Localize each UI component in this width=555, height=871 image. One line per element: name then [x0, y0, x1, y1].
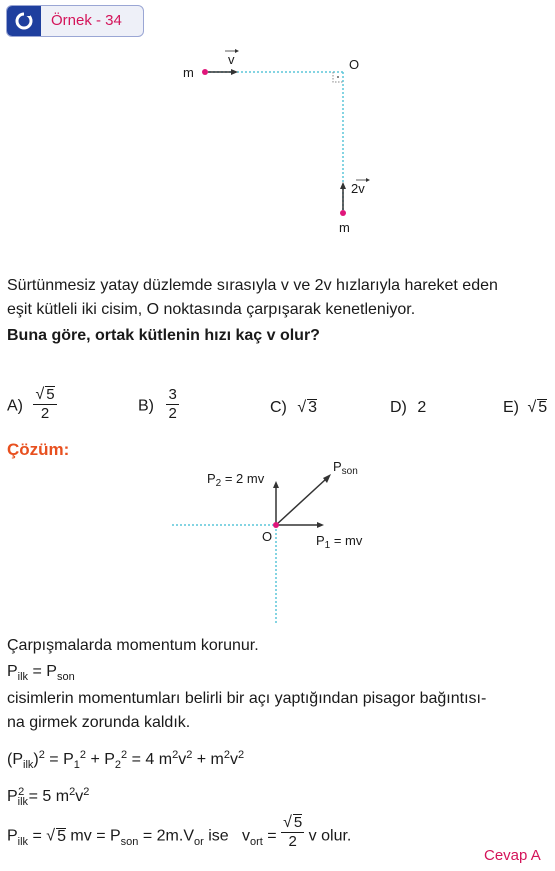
- answer-label: Cevap A: [484, 847, 541, 864]
- origin-dot: [273, 522, 279, 528]
- option-d[interactable]: D) 2: [390, 399, 427, 416]
- option-b-fraction: $\frac{3}{2}$: [168, 386, 177, 422]
- pson-label: $P_{son}$: [333, 459, 358, 477]
- example-header-tab: [6, 5, 144, 37]
- origin-label: O: [262, 529, 273, 544]
- left-mass-dot: [202, 69, 208, 75]
- bottom-mass-label: m: [339, 220, 350, 235]
- example-badge: [7, 6, 41, 36]
- equation-p-squared: $P_{ilk}^2 = 5$ $m^2v^2$: [7, 786, 90, 808]
- p1-label: $P_1$ = mv: [316, 533, 363, 551]
- solution-line-3: cisimlerin momentumları belirli bir açı yaptığından pisagor bağıntısı-: [7, 690, 487, 707]
- option-b[interactable]: B) $\frac{3}{2}$: [138, 386, 177, 422]
- refresh-icon: [7, 6, 41, 36]
- velocity-label-2v: 2v: [351, 181, 365, 196]
- momentum-diagram: [0, 450, 555, 630]
- bottom-mass-dot: [340, 210, 346, 216]
- p2-label: $P_2 = 2$ mv: [207, 471, 265, 489]
- equation-final: $P_{ilk}$ = √ 5 mv = $P_{son} = 2m.V_{or}$ ise $v_{ort}$ = $\frac{√ 5}{2}$ v olur.: [7, 814, 352, 850]
- question-prompt: Buna göre, ortak kütlenin hızı kaç v olur?: [7, 327, 320, 344]
- collision-figure: [0, 40, 555, 240]
- option-c[interactable]: C) √ 3: [270, 399, 318, 416]
- point-o-label: O: [349, 57, 360, 72]
- solution-line-4: na girmek zorunda kaldık.: [7, 714, 191, 731]
- solution-line-1: Çarpışmalarda momentum korunur.: [7, 637, 259, 654]
- option-a-fraction: $\frac{√ 5}{2}$: [35, 386, 55, 422]
- question-line-1: Sürtünmesiz yatay düzlemde sırasıyla v ve 2v hızlarıyla hareket eden: [7, 277, 498, 294]
- solution-title: Çözüm:: [7, 440, 70, 459]
- example-title: Örnek - 34: [51, 12, 122, 29]
- left-mass-label: m: [183, 65, 194, 80]
- equation-momentum-conservation: $P_{ilk} = P_{son}$: [7, 663, 75, 683]
- velocity-label-v: v: [228, 52, 235, 67]
- option-e[interactable]: E) √ 5: [503, 399, 548, 416]
- equation-pythagoras: $(P_{ilk})^2 = P_1^2 + P_2^2 = 4$ $m^2v^2 + m^2v^2$: [7, 749, 245, 771]
- question-line-2: eşit kütleli iki cisim, O noktasında çarpışarak kenetleniyor.: [7, 301, 416, 318]
- option-a[interactable]: A) $\frac{√ 5}{2}$: [7, 386, 55, 422]
